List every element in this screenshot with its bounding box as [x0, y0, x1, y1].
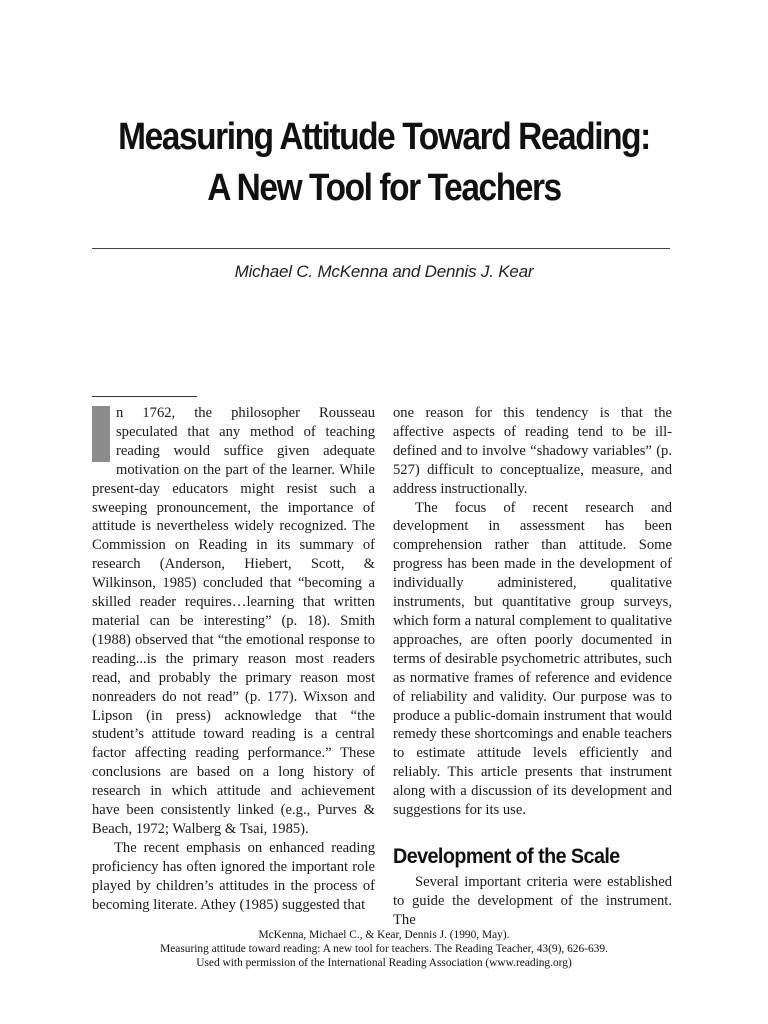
citation-line-3: Used with permission of the International Reading Association (www.reading.org) — [196, 957, 572, 969]
body-paragraph: Several important criteria were established to guide the development of the instrument. The — [393, 873, 672, 928]
citation-line-2: Measuring attitude toward reading: A new tool for teachers. The Reading Teacher, 43(9), 626-639. — [160, 943, 608, 955]
body-paragraph: The focus of recent research and development in assessment has been comprehension rather than attitude. Some progress has been made in the development of individually administered, qualitative instruments, but quantitative group surveys, which form a natural complement to qualitative approaches, are often poorly documented in terms of desirable psychometric attributes, such as normative frames of reference and evidence of reliability and validity. Our purpose was to produce a public-domain instrument that would remedy these shortcomings and enable teachers to estimate attitude levels efficiently and reliably. This article presents that instrument along with a discussion of its development and suggestions for its use. — [393, 499, 672, 819]
intro-paragraph-text: n 1762, the philosopher Rousseau speculated that any method of teaching reading would suffice given adequate motivation on the part of the learner. While present-day educators might resist such a sweeping pronouncement, the importance of attitude is nevertheless widely recognized. The Commission on Reading in its summary of research (Anderson, Hiebert, Scott, & Wilkinson, 1985) concluded that “becoming a skilled reader requires…learning that written material can be interesting” (p. 18). Smith (1988) observed that “the emotional response to reading...is the primary reason most readers read, and probably the primary reason most nonreaders do not read” (p. 177). Wixson and Lipson (in press) acknowledge that “the student’s attitude toward reading is a central factor affecting reading performance.” These conclusions are based on a long history of research in which attitude and achievement have been consistently linked (e.g., Purves & Beach, 1972; Walberg & Tsai, 1985). — [92, 405, 375, 837]
author-byline: Michael C. McKenna and Dennis J. Kear — [234, 262, 534, 281]
article-title-line-1: Measuring Attitude Toward Reading: — [118, 116, 650, 158]
body-paragraph: The recent emphasis on enhanced reading proficiency has often ignored the important role played by children’s attitudes in the process of becoming literate. Athey (1985) suggested that — [92, 839, 375, 913]
citation-line-1: McKenna, Michael C., & Kear, Dennis J. (1990, May). — [258, 929, 510, 941]
drop-cap-i — [92, 406, 110, 462]
title-divider — [92, 248, 670, 249]
citation-footer — [0, 928, 768, 970]
left-column — [92, 404, 375, 914]
right-column — [393, 404, 672, 930]
intro-paragraph — [92, 404, 375, 839]
column-divider-short — [92, 396, 197, 397]
body-paragraph: one reason for this tendency is that the affective aspects of reading tend to be ill-defined and to involve “shadowy variables” (p. 527) difficult to conceptualize, measure, and address instructionally. — [393, 405, 672, 497]
section-heading: Development of the Scale — [393, 844, 620, 868]
article-title — [46, 112, 722, 214]
article-title-line-2: A New Tool for Teachers — [207, 167, 561, 209]
